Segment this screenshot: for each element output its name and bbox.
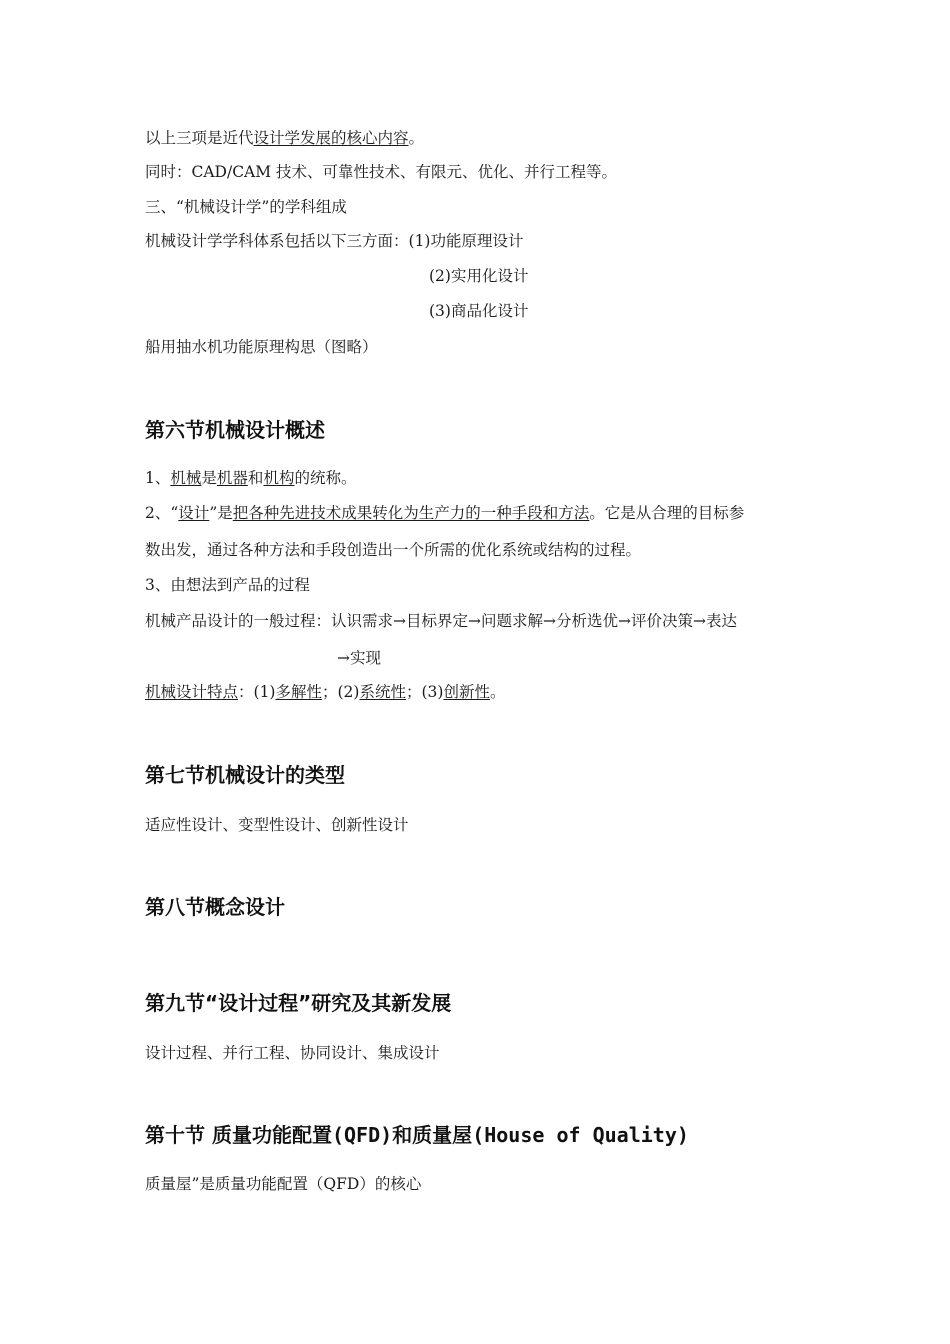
section-heading: 第六节机械设计概述 bbox=[145, 418, 325, 442]
text-line: (2)实用化设计 bbox=[429, 267, 529, 285]
text-line: 三、“机械设计学”的学科组成 bbox=[145, 198, 347, 216]
text-line: 适应性设计、变型性设计、创新性设计 bbox=[145, 816, 409, 834]
text-line: 设计过程、并行工程、协同设计、集成设计 bbox=[145, 1044, 440, 1062]
text-line: 机械产品设计的一般过程：认识需求→目标界定→问题求解→分析选优→评价决策→表达 bbox=[145, 612, 737, 630]
section-heading: 第八节概念设计 bbox=[145, 895, 285, 919]
text-line: 3、由想法到产品的过程 bbox=[145, 576, 310, 594]
text-line: 1、机械是机器和机构的统称。 bbox=[145, 469, 357, 487]
text-line: 2、“设计”是把各种先进技术成果转化为生产力的一种手段和方法。它是从合理的目标参 bbox=[145, 504, 745, 522]
text-line: 机械设计特点：(1)多解性；(2)系统性；(3)创新性。 bbox=[145, 683, 506, 701]
text-line: (3)商品化设计 bbox=[429, 302, 529, 320]
section-heading: 第九节“设计过程”研究及其新发展 bbox=[145, 991, 452, 1015]
section-heading: 第七节机械设计的类型 bbox=[145, 763, 345, 787]
text-line: 质量屋”是质量功能配置（QFD）的核心 bbox=[145, 1175, 422, 1193]
text-line: →实现 bbox=[337, 649, 381, 667]
section-heading: 第十节 质量功能配置(QFD)和质量屋(House of Quality) bbox=[145, 1123, 689, 1147]
underlined-term: 设计学发展的核心内容 bbox=[253, 129, 409, 147]
text-line: 船用抽水机功能原理构思（图略） bbox=[145, 338, 378, 356]
text-line: 以上三项是近代设计学发展的核心内容。 bbox=[145, 129, 425, 147]
text-line: 同时：CAD/CAM 技术、可靠性技术、有限元、优化、并行工程等。 bbox=[145, 163, 618, 181]
text-line: 机械设计学学科体系包括以下三方面：(1)功能原理设计 bbox=[145, 232, 524, 250]
text-line: 数出发，通过各种方法和手段创造出一个所需的优化系统或结构的过程。 bbox=[145, 541, 642, 559]
